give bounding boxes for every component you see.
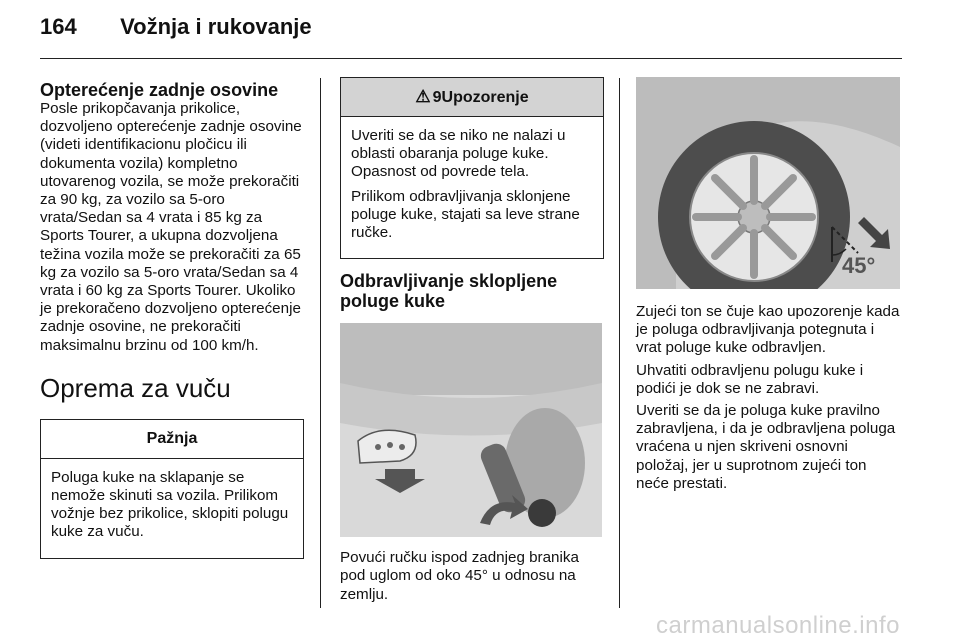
warning-box xyxy=(340,77,604,259)
col3-text-3: Uveriti se da je poluga kuke pravilno zabravljena, i da je odbravljena poluga vraćena u njen skriveni osnovni položaj, jer u suprotnom zujeći ton neće prestati. xyxy=(636,402,896,492)
section-title-towing: Oprema za vuču xyxy=(40,372,231,403)
page-number: 164 xyxy=(40,14,77,39)
col3-text-1: Zujeći ton se čuje kao upozorenje kada je poluga odbravljivanja potegnuta i vrat poluge kuke odbravljen. xyxy=(636,303,900,357)
warning-number: 9 xyxy=(432,89,442,106)
col3-text-2: Uhvatiti odbravljenu polugu kuke i podići je dok se ne zabravi. xyxy=(636,361,864,397)
watermark: carmanualsonline.info xyxy=(656,612,900,639)
warning-title: Upozorenje xyxy=(441,89,529,106)
column-2 xyxy=(340,77,604,608)
header-rule xyxy=(40,58,902,59)
notice-text: Poluga kuke na sklapanje se nemože skinuti sa vozila. Prilikom vožnje bez prikolice, sklopiti polugu kuke za vuču. xyxy=(51,468,289,541)
warning-triangle-icon: ⚠ xyxy=(415,87,431,106)
warning-text-2: Prilikom odbravljivanja sklonjene poluge kuke, stajati sa leve strane ručke. xyxy=(351,187,580,242)
rear-axle-text: Posle prikopčavanja prikolice, dozvoljeno opterećenje zadnje osovine (videti identifikacionu pločicu ili dokumenta vozila) kompletno utovarenog vozila, se može prekoračiti za 90 kg, za vozilo sa 5-oro vrata/Sedan sa 4 vrata i 85 kg za Sports Tourer, a ukupna dozvoljena težina vozila može se prekoračiti za 65 kg za vozilo sa 5-oro vrata/Sedan sa 4 vrata i 60 kg za Sports Tourer. Ukoliko je prekoračeno dozvoljeno opterećenje zadnje osovine, ne prekoračiti maksimalnu brzinu od 100 km/h. xyxy=(40,100,302,354)
page-title: Vožnja i rukovanje xyxy=(120,14,312,39)
page-header xyxy=(40,14,312,40)
warning-text-1: Uveriti se da se niko ne nalazi u oblasti obaranja poluge kuke. Opasnost od povrede tela. xyxy=(351,127,566,181)
column-divider-2 xyxy=(619,78,620,608)
column-divider-1 xyxy=(320,78,321,608)
section-heading-rear-axle: Opterećenje zadnje osovine xyxy=(40,80,279,100)
warning-header xyxy=(341,78,603,117)
notice-title: Pažnja xyxy=(41,420,303,459)
column-1 xyxy=(40,80,304,559)
wheel-45-degree-illustration xyxy=(636,77,900,289)
section-heading-unlock: Odbravljivanje sklopljene poluge kuke xyxy=(340,271,558,312)
hitch-release-illustration xyxy=(340,323,602,537)
notice-box xyxy=(40,419,304,559)
illustration-caption: Povući ručku ispod zadnjeg branika pod uglom od oko 45° u odnosu na zemlju. xyxy=(340,549,579,603)
column-3 xyxy=(636,77,900,497)
angle-label: 45° xyxy=(842,253,876,278)
